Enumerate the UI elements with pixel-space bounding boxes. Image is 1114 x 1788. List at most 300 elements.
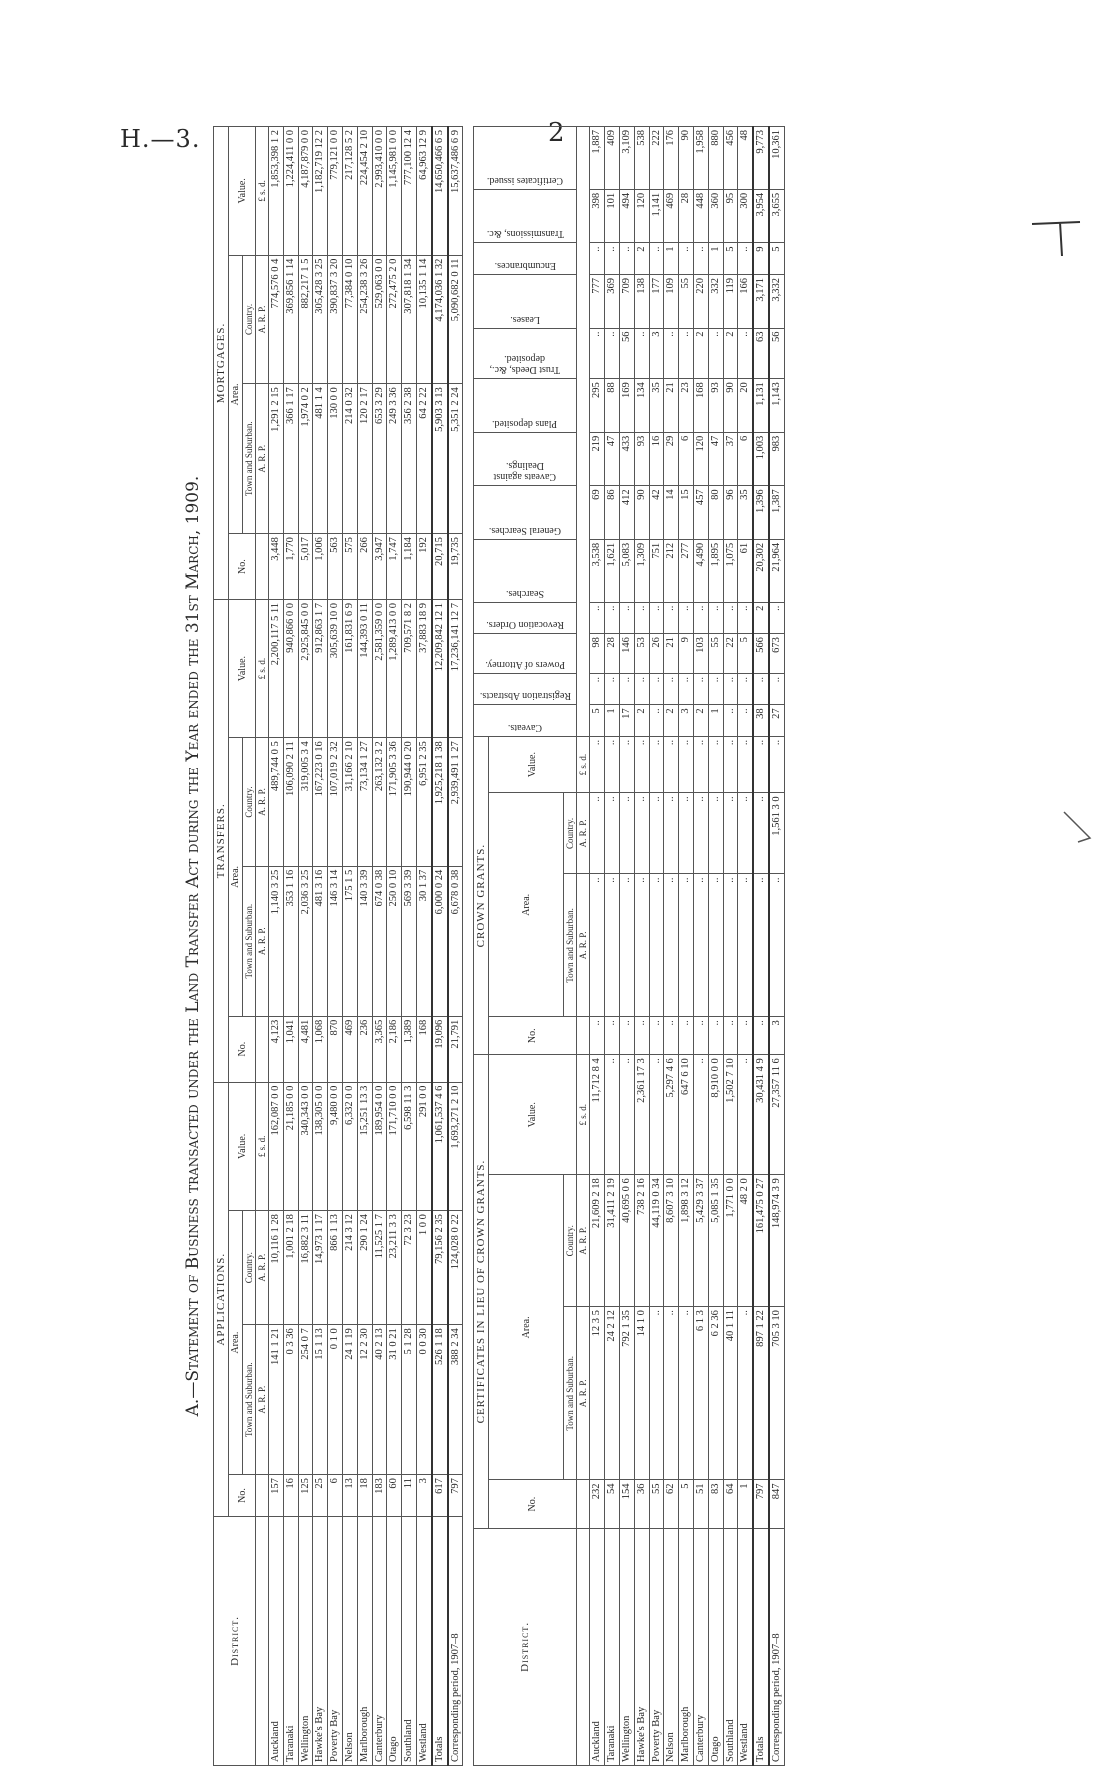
table-cell: 6,951 2 35 <box>416 738 431 867</box>
table-cell: Totals <box>432 1516 448 1765</box>
table-cell: 47 <box>605 432 620 486</box>
table-cell: 146 3 14 <box>328 866 343 1016</box>
table-cell: 11 <box>402 1475 417 1517</box>
table-cell: Poverty Bay <box>649 1528 664 1765</box>
table-cell: 183 <box>372 1475 387 1517</box>
unit-arp: A. R. P. <box>577 1307 590 1480</box>
table-cell: .. <box>723 602 738 633</box>
table-cell: Canterbury <box>372 1516 387 1765</box>
land-transfer-body <box>269 127 463 1766</box>
table-cell: 390,837 3 20 <box>328 255 343 384</box>
table-cell: 101 <box>605 189 620 243</box>
table-cell: 10,361 <box>769 127 784 190</box>
table-cell: 388 2 34 <box>448 1325 463 1475</box>
table-cell: .. <box>708 328 723 379</box>
table-cell: 190,944 0 20 <box>402 738 417 867</box>
misc-header <box>474 127 577 190</box>
table-row <box>416 127 431 1766</box>
table-cell: 12,209,842 12 1 <box>432 600 448 738</box>
table-cell: 481 3 16 <box>313 866 328 1016</box>
table-cell: 1,141 <box>649 189 664 243</box>
table-cell: 236 <box>357 1016 372 1082</box>
table-cell: 3,947 <box>372 534 387 600</box>
table-cell: 1,887 <box>590 127 605 190</box>
table-cell: .. <box>649 736 664 792</box>
misc-header-label: Caveats against Dealings. <box>494 460 557 483</box>
table-row <box>619 127 634 1766</box>
table-cell: 72 3 23 <box>402 1211 417 1325</box>
table-cell: 141 1 21 <box>269 1325 284 1475</box>
table-cell: 6 2 36 <box>708 1307 723 1480</box>
unit-blank <box>577 1480 590 1528</box>
table-cell: 4,481 <box>298 1016 313 1082</box>
table-cell: .. <box>634 602 649 633</box>
pen-mark-decoration <box>1030 218 1085 258</box>
table-cell: 0 1 0 <box>328 1325 343 1475</box>
misc-header-label: Encumbrances. <box>494 259 557 271</box>
misc-header-label: Powers of Attorney. <box>485 658 566 670</box>
table-cell: 1,041 <box>283 1016 298 1082</box>
table-cell: 1,925,218 1 38 <box>432 738 448 867</box>
table-cell: 10,116 1 28 <box>269 1211 284 1325</box>
table-cell: 27 <box>769 705 784 736</box>
misc-header-label: Plans deposited. <box>492 417 558 429</box>
unit-lsd: £ s. d. <box>256 600 269 738</box>
table-cell: .. <box>590 874 605 1017</box>
table-cell: .. <box>619 874 634 1017</box>
table-cell: 124,028 0 22 <box>448 1211 463 1325</box>
table-cell: 176 <box>664 127 679 190</box>
totals-row <box>753 127 769 1766</box>
misc-header-label: Leases. <box>510 313 541 325</box>
table-cell: 27,357 11 6 <box>769 1055 784 1175</box>
table-cell: 23 <box>679 379 694 433</box>
table-cell: .. <box>693 243 708 274</box>
table-cell: 2 <box>693 328 708 379</box>
table-cell: Corresponding period, 1907–8 <box>448 1516 463 1765</box>
table-cell: .. <box>708 874 723 1017</box>
table-row <box>387 127 402 1766</box>
table-cell: Hawke's Bay <box>313 1516 328 1765</box>
table-cell: 882,217 1 5 <box>298 255 313 384</box>
table-cell: .. <box>590 602 605 633</box>
table-cell: 0 0 30 <box>416 1325 431 1475</box>
table-cell: 22 <box>723 634 738 674</box>
table-cell: 489,744 0 5 <box>269 738 284 867</box>
table-cell: 168 <box>693 379 708 433</box>
table-cell: 295 <box>590 379 605 433</box>
table-cell: 31,166 2 10 <box>342 738 357 867</box>
table-cell: Wellington <box>619 1528 634 1765</box>
table-cell: 11,525 1 7 <box>372 1211 387 1325</box>
table-cell: 300 <box>738 189 753 243</box>
table-cell: 64 <box>723 1480 738 1528</box>
table-cell: .. <box>605 243 620 274</box>
table-cell: .. <box>679 673 694 704</box>
table-cell: 51 <box>693 1480 708 1528</box>
table-cell: 171,905 3 36 <box>387 738 402 867</box>
table-cell: Taranaki <box>605 1528 620 1765</box>
table-cell: 6,678 0 38 <box>448 866 463 1016</box>
misc-header <box>474 432 577 486</box>
mo-no-header: No. <box>229 534 256 600</box>
crown-grants-header: CROWN GRANTS. <box>474 736 489 1054</box>
table-cell: 161,475 0 27 <box>753 1175 769 1307</box>
table-cell: .. <box>679 328 694 379</box>
unit-arp: A. R. P. <box>256 1325 269 1475</box>
table-cell: .. <box>723 793 738 874</box>
table-cell: 1 <box>664 243 679 274</box>
table-cell: 93 <box>708 379 723 433</box>
misc-header-label: General Searches. <box>489 524 562 536</box>
table-cell: 23,211 3 3 <box>387 1211 402 1325</box>
table-cell: 93 <box>634 432 649 486</box>
table-cell: 5,297 4 6 <box>664 1055 679 1175</box>
table-cell: 177 <box>649 274 664 328</box>
table-cell: .. <box>605 793 620 874</box>
table-cell: 14 <box>664 486 679 540</box>
table-cell: 360 <box>708 189 723 243</box>
unit-blank <box>577 1528 590 1765</box>
table-cell: 1 <box>738 1480 753 1528</box>
mortgages-header: MORTGAGES. <box>214 127 229 600</box>
table-cell: 526 1 18 <box>432 1325 448 1475</box>
table-cell: Nelson <box>342 1516 357 1765</box>
table-cell: .. <box>664 1307 679 1480</box>
table-cell: 9 <box>753 243 769 274</box>
table-cell: 5 <box>738 634 753 674</box>
table-cell: 8,910 0 0 <box>708 1055 723 1175</box>
unit-arp: A. R. P. <box>256 1211 269 1325</box>
table-cell: 983 <box>769 432 784 486</box>
table-cell: 95 <box>723 189 738 243</box>
table-cell: .. <box>723 705 738 736</box>
table-cell: 5,903 3 13 <box>432 384 448 534</box>
district-header: District. <box>214 1516 256 1765</box>
table-cell: 0 3 36 <box>283 1325 298 1475</box>
table-cell: 90 <box>723 379 738 433</box>
table-cell: 5,083 <box>619 539 634 602</box>
table-cell: 21,609 2 18 <box>590 1175 605 1307</box>
table-cell: 751 <box>649 539 664 602</box>
table-cell: 166 <box>738 274 753 328</box>
table-cell: .. <box>708 673 723 704</box>
table-cell: 5,351 2 24 <box>448 384 463 534</box>
table-cell: 119 <box>723 274 738 328</box>
table-cell: .. <box>769 673 784 704</box>
app-no-header: No. <box>229 1475 256 1517</box>
table-row <box>738 127 753 1766</box>
table-cell: 1,001 2 18 <box>283 1211 298 1325</box>
table-cell: Marlborough <box>679 1528 694 1765</box>
table-cell: 15,251 13 3 <box>357 1082 372 1211</box>
misc-header-label: Certificates issued. <box>487 174 564 186</box>
table-row <box>283 127 298 1766</box>
tr-town-header: Town and Suburban. <box>243 866 256 1016</box>
table-cell: 134 <box>634 379 649 433</box>
table-cell: 2 <box>634 705 649 736</box>
c-town-header: Town and Suburban. <box>564 1307 577 1480</box>
table-cell: .. <box>753 874 769 1017</box>
table-cell: 2,036 3 25 <box>298 866 313 1016</box>
table-cell: 1,693,271 2 10 <box>448 1082 463 1211</box>
table-cell: 36 <box>634 1480 649 1528</box>
table-cell: .. <box>708 1017 723 1055</box>
table-cell: 5,090,682 0 11 <box>448 255 463 384</box>
table-cell: 86 <box>605 486 620 540</box>
table-cell: 1,291 2 15 <box>269 384 284 534</box>
table-cell: Canterbury <box>693 1528 708 1765</box>
unit-blank <box>256 534 269 600</box>
table-cell: 120 2 17 <box>357 384 372 534</box>
table-cell: 6,332 0 0 <box>342 1082 357 1211</box>
table-cell: 249 3 36 <box>387 384 402 534</box>
table-cell: 37,883 18 9 <box>416 600 431 738</box>
table-cell: 109 <box>664 274 679 328</box>
table-cell: .. <box>679 1307 694 1480</box>
table-cell: 4,174,036 1 32 <box>432 255 448 384</box>
table-cell: 14,650,466 6 5 <box>432 127 448 256</box>
table-cell: 254,238 3 26 <box>357 255 372 384</box>
table-cell: 73,134 1 27 <box>357 738 372 867</box>
table-cell: .. <box>590 243 605 274</box>
table-cell: 47 <box>708 432 723 486</box>
table-cell: 409 <box>605 127 620 190</box>
table-cell: 563 <box>328 534 343 600</box>
table-cell: 709 <box>619 274 634 328</box>
table-cell: 398 <box>590 189 605 243</box>
table-cell: 2,186 <box>387 1016 402 1082</box>
table-cell: 1,747 <box>387 534 402 600</box>
unit-blank <box>256 1016 269 1082</box>
table-cell: 35 <box>649 379 664 433</box>
table-cell: 5,017 <box>298 534 313 600</box>
table-cell: 28 <box>605 634 620 674</box>
table-cell: 566 <box>753 634 769 674</box>
table-cell: 1,224,411 0 0 <box>283 127 298 256</box>
table-cell: 481 1 4 <box>313 384 328 534</box>
table-cell: .. <box>738 328 753 379</box>
table-cell: .. <box>649 673 664 704</box>
g-area-header: Area. <box>489 793 564 1017</box>
table-cell: 1,068 <box>313 1016 328 1082</box>
table-cell: .. <box>708 602 723 633</box>
table-cell: 529,063 0 0 <box>372 255 387 384</box>
transfers-header: TRANSFERS. <box>214 600 229 1083</box>
unit-lsd: £ s. d. <box>256 1082 269 1211</box>
table-cell: 63 <box>753 328 769 379</box>
table-cell: 777 <box>590 274 605 328</box>
c-value-header: Value. <box>489 1055 577 1175</box>
table-cell: 17 <box>619 705 634 736</box>
table-cell: 167,223 0 16 <box>313 738 328 867</box>
misc-header <box>474 379 577 433</box>
table-cell: 130 0 0 <box>328 384 343 534</box>
page-number: 2 <box>548 118 565 148</box>
table-cell: .. <box>605 736 620 792</box>
table-cell: 6 1 3 <box>693 1307 708 1480</box>
tr-no-header: No. <box>229 1016 256 1082</box>
table-cell: 272,475 2 0 <box>387 255 402 384</box>
table-cell: .. <box>649 243 664 274</box>
table-cell: 1 0 0 <box>416 1211 431 1325</box>
table-cell: .. <box>753 1017 769 1055</box>
misc-header <box>474 274 577 328</box>
table-row <box>298 127 313 1766</box>
table-cell: .. <box>634 793 649 874</box>
table-cell: 3,365 <box>372 1016 387 1082</box>
table-cell: .. <box>634 736 649 792</box>
table-cell: 24 2 12 <box>605 1307 620 1480</box>
table-cell: .. <box>619 243 634 274</box>
unit-arp: A. R. P. <box>256 866 269 1016</box>
table-cell: 24 1 19 <box>342 1325 357 1475</box>
unit-arp: A. R. P. <box>577 793 590 874</box>
g-country-header: Country. <box>564 793 577 874</box>
totals-row <box>432 127 448 1766</box>
table-cell: .. <box>619 602 634 633</box>
table-cell: 1,621 <box>605 539 620 602</box>
table-cell: 6,598 11 3 <box>402 1082 417 1211</box>
district-header-2: District. <box>474 1528 577 1765</box>
table-cell: 10,135 1 14 <box>416 255 431 384</box>
table-cell: 5,085 1 35 <box>708 1175 723 1307</box>
table-cell: 21 <box>664 634 679 674</box>
table-cell: .. <box>769 874 784 1017</box>
table-row <box>708 127 723 1766</box>
table-cell: .. <box>590 673 605 704</box>
table-cell: 9 <box>679 634 694 674</box>
table-cell: 456 <box>723 127 738 190</box>
table-cell: 157 <box>269 1475 284 1517</box>
table-cell: 69 <box>590 486 605 540</box>
table-cell: .. <box>664 602 679 633</box>
table-cell: 2,993,410 0 0 <box>372 127 387 256</box>
table-cell: 705 3 10 <box>769 1307 784 1480</box>
table-cell: .. <box>605 1055 620 1175</box>
applications-header: APPLICATIONS. <box>214 1082 229 1516</box>
table-row <box>723 127 738 1766</box>
table-cell: 263,132 3 2 <box>372 738 387 867</box>
table-row <box>590 127 605 1766</box>
c-area-header: Area. <box>489 1175 564 1480</box>
table-cell: 88 <box>605 379 620 433</box>
table-cell: 1,075 <box>723 539 738 602</box>
table-cell: 792 1 35 <box>619 1307 634 1480</box>
table-cell: 1,770 <box>283 534 298 600</box>
table-cell: .. <box>634 673 649 704</box>
table-cell: 709,571 8 2 <box>402 600 417 738</box>
table-cell: 494 <box>619 189 634 243</box>
table-cell: 2,361 17 3 <box>634 1055 649 1175</box>
table-cell: .. <box>738 705 753 736</box>
unit-lsd: £ s. d. <box>577 1055 590 1175</box>
table-cell: 162,087 0 0 <box>269 1082 284 1211</box>
table-cell: 20 <box>738 379 753 433</box>
table-cell: 774,576 0 4 <box>269 255 284 384</box>
table-cell: 3 <box>679 705 694 736</box>
misc-header <box>474 634 577 674</box>
table-cell: 5 1 28 <box>402 1325 417 1475</box>
table-cell: 15 <box>679 486 694 540</box>
table-cell: 212 <box>664 539 679 602</box>
table-cell: 40,695 0 6 <box>619 1175 634 1307</box>
g-value-header: Value. <box>489 736 577 792</box>
table-cell: 1,771 0 0 <box>723 1175 738 1307</box>
table-cell: 12 2 30 <box>357 1325 372 1475</box>
table-cell: .. <box>723 736 738 792</box>
table-cell: 161,831 6 9 <box>342 600 357 738</box>
table-cell: 64,963 12 9 <box>416 127 431 256</box>
table-cell: 1,140 3 25 <box>269 866 284 1016</box>
table-cell: 1,061,537 4 6 <box>432 1082 448 1211</box>
rotated-statement <box>177 126 937 1766</box>
table-cell: 1,387 <box>769 486 784 540</box>
table-cell: 171,710 0 0 <box>387 1082 402 1211</box>
tr-value-header: Value. <box>229 600 256 738</box>
table-cell: 448 <box>693 189 708 243</box>
table-cell: .. <box>664 1017 679 1055</box>
table-cell: 1,145,981 0 0 <box>387 127 402 256</box>
g-town-header: Town and Suburban. <box>564 874 577 1017</box>
table-cell: 25 <box>313 1475 328 1517</box>
table-cell: .. <box>634 328 649 379</box>
table-cell: 412 <box>619 486 634 540</box>
table-cell: 17,236,141 12 7 <box>448 600 463 738</box>
table-cell: .. <box>693 1017 708 1055</box>
table-cell: 21,791 <box>448 1016 463 1082</box>
table-cell: 56 <box>619 328 634 379</box>
table-cell: .. <box>679 602 694 633</box>
table-cell: 55 <box>679 274 694 328</box>
table-cell: 138 <box>634 274 649 328</box>
table-row <box>342 127 357 1766</box>
table-cell: 168 <box>416 1016 431 1082</box>
certificates-header: CERTIFICATES IN LIEU OF CROWN GRANTS. <box>474 1055 489 1528</box>
table-cell: .. <box>738 1307 753 1480</box>
app-value-header: Value. <box>229 1082 256 1211</box>
table-cell: Auckland <box>590 1528 605 1765</box>
table-cell: 16,882 3 11 <box>298 1211 313 1325</box>
table-cell: 2 <box>723 328 738 379</box>
table-cell: 18 <box>357 1475 372 1517</box>
table-cell: .. <box>664 874 679 1017</box>
table-row <box>402 127 417 1766</box>
table-row <box>634 127 649 1766</box>
table-cell: 21,185 0 0 <box>283 1082 298 1211</box>
table-cell: 16 <box>283 1475 298 1517</box>
table-cell: .. <box>649 1055 664 1175</box>
table-cell: .. <box>753 793 769 874</box>
table-cell: 366 1 17 <box>283 384 298 534</box>
table-cell: Otago <box>708 1528 723 1765</box>
table-cell: .. <box>605 328 620 379</box>
table-cell: 738 2 16 <box>634 1175 649 1307</box>
table-cell: 254 0 7 <box>298 1325 313 1475</box>
crown-grants-table <box>473 126 784 1766</box>
table-cell: 912,863 1 7 <box>313 600 328 738</box>
table-cell: 2,939,491 1 27 <box>448 738 463 867</box>
table-cell: 38 <box>753 705 769 736</box>
misc-header <box>474 705 577 736</box>
table-row <box>664 127 679 1766</box>
table-cell: 1 <box>708 705 723 736</box>
table-cell: Wellington <box>298 1516 313 1765</box>
table-cell: 779,121 0 0 <box>328 127 343 256</box>
table-cell: .. <box>738 1017 753 1055</box>
unit-lsd: £ s. d. <box>577 736 590 792</box>
table-cell: 140 3 39 <box>357 866 372 1016</box>
